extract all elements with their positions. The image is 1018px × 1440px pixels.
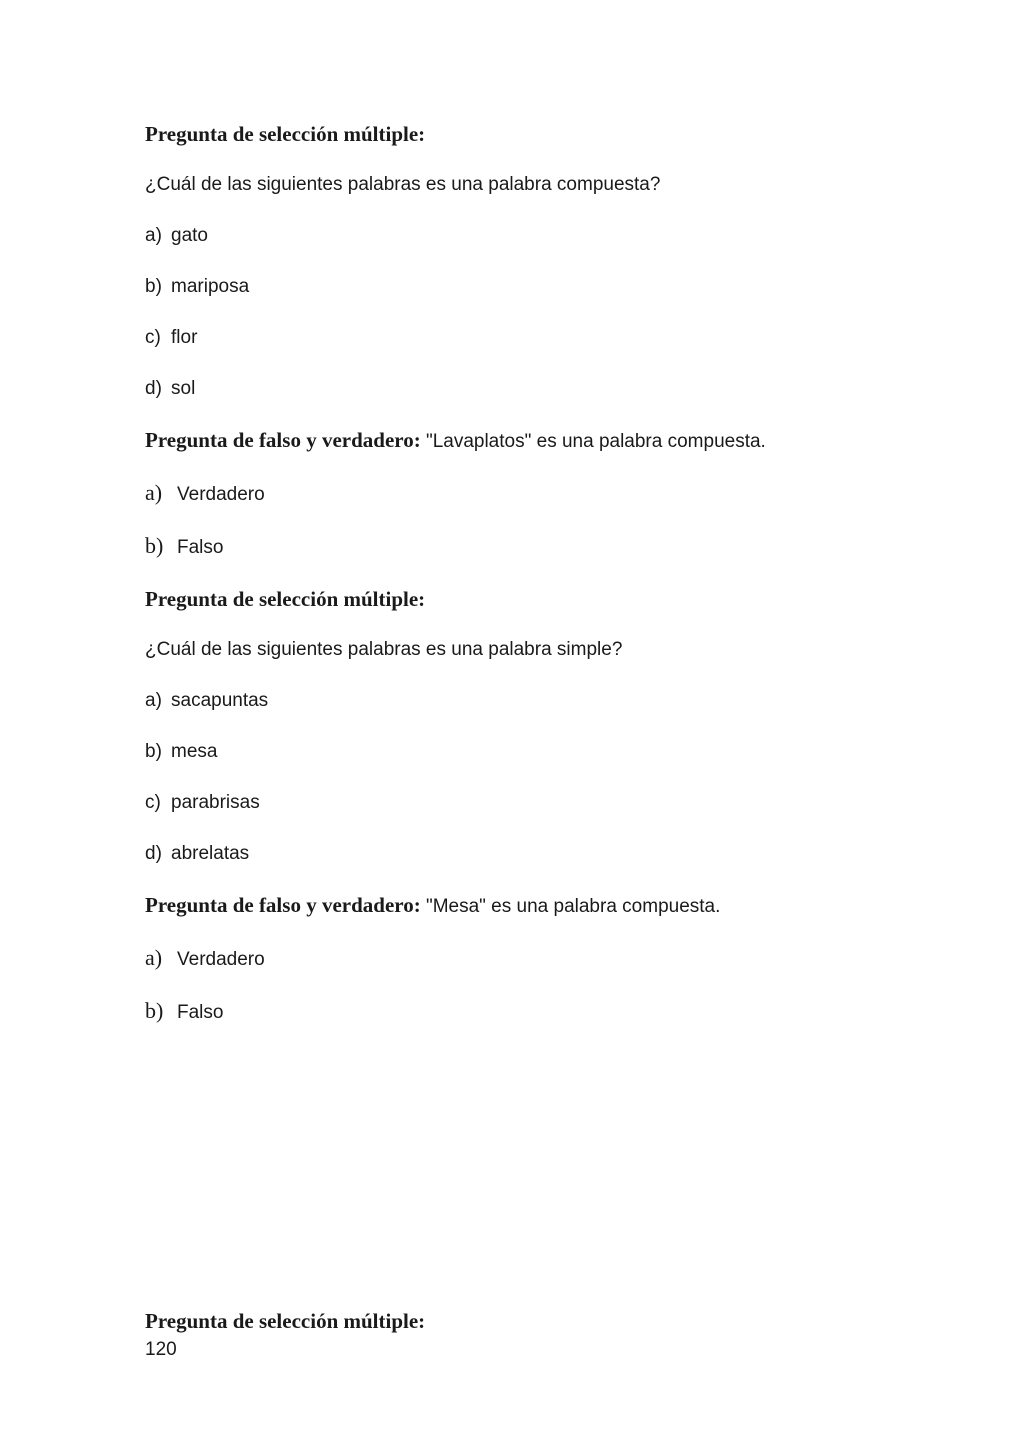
question-3-heading: Pregunta de selección múltiple: [145, 587, 426, 611]
question-1-option-d [145, 377, 928, 401]
question-1-option-c [145, 326, 928, 350]
option-text: sol [171, 378, 196, 399]
option-letter: c) [145, 792, 161, 813]
question-5-heading: Pregunta de selección múltiple: [145, 1309, 426, 1333]
option-letter: a) [145, 225, 162, 246]
option-text: mesa [171, 741, 218, 762]
option-letter: b) [145, 276, 162, 297]
question-1-option-b [145, 275, 928, 299]
question-3-option-a [145, 689, 928, 713]
option-text: abrelatas [171, 843, 250, 864]
heading-label: Pregunta de falso y verdadero: [145, 893, 421, 917]
option-text: Falso [177, 537, 224, 558]
question-2-option-b [145, 534, 928, 560]
question-2-option-a [145, 481, 928, 507]
question-2-heading [145, 428, 928, 454]
option-letter: d) [145, 843, 162, 864]
option-text: gato [171, 225, 208, 246]
question-1-option-a [145, 224, 928, 248]
question-3-prompt: ¿Cuál de las siguientes palabras es una palabra simple? [145, 639, 623, 660]
option-letter: b) [145, 533, 164, 558]
option-letter: d) [145, 378, 162, 399]
option-text: Falso [177, 1002, 224, 1023]
option-letter: c) [145, 327, 161, 348]
question-1-heading: Pregunta de selección múltiple: [145, 122, 426, 146]
question-4-heading [145, 893, 928, 919]
question-3-option-d [145, 842, 928, 866]
question-4-statement: "Mesa" es una palabra compuesta. [425, 896, 721, 917]
heading-label: Pregunta de falso y verdadero: [145, 428, 421, 452]
question-3-option-c [145, 791, 928, 815]
option-letter: b) [145, 741, 162, 762]
page-number: 120 [145, 1339, 177, 1360]
blank-gap [145, 1052, 928, 1309]
option-text: mariposa [171, 276, 250, 297]
option-text: parabrisas [171, 792, 260, 813]
option-text: Verdadero [177, 484, 265, 505]
option-text: Verdadero [177, 949, 265, 970]
option-letter: b) [145, 998, 164, 1023]
question-4-option-a [145, 946, 928, 972]
question-4-option-b [145, 999, 928, 1025]
question-3-option-b [145, 740, 928, 764]
question-2-statement: "Lavaplatos" es una palabra compuesta. [425, 431, 766, 452]
option-text: flor [171, 327, 198, 348]
question-1-prompt: ¿Cuál de las siguientes palabras es una palabra compuesta? [145, 174, 661, 195]
option-text: sacapuntas [171, 690, 269, 711]
option-letter: a) [145, 690, 162, 711]
option-letter: a) [145, 945, 163, 970]
option-letter: a) [145, 480, 163, 505]
